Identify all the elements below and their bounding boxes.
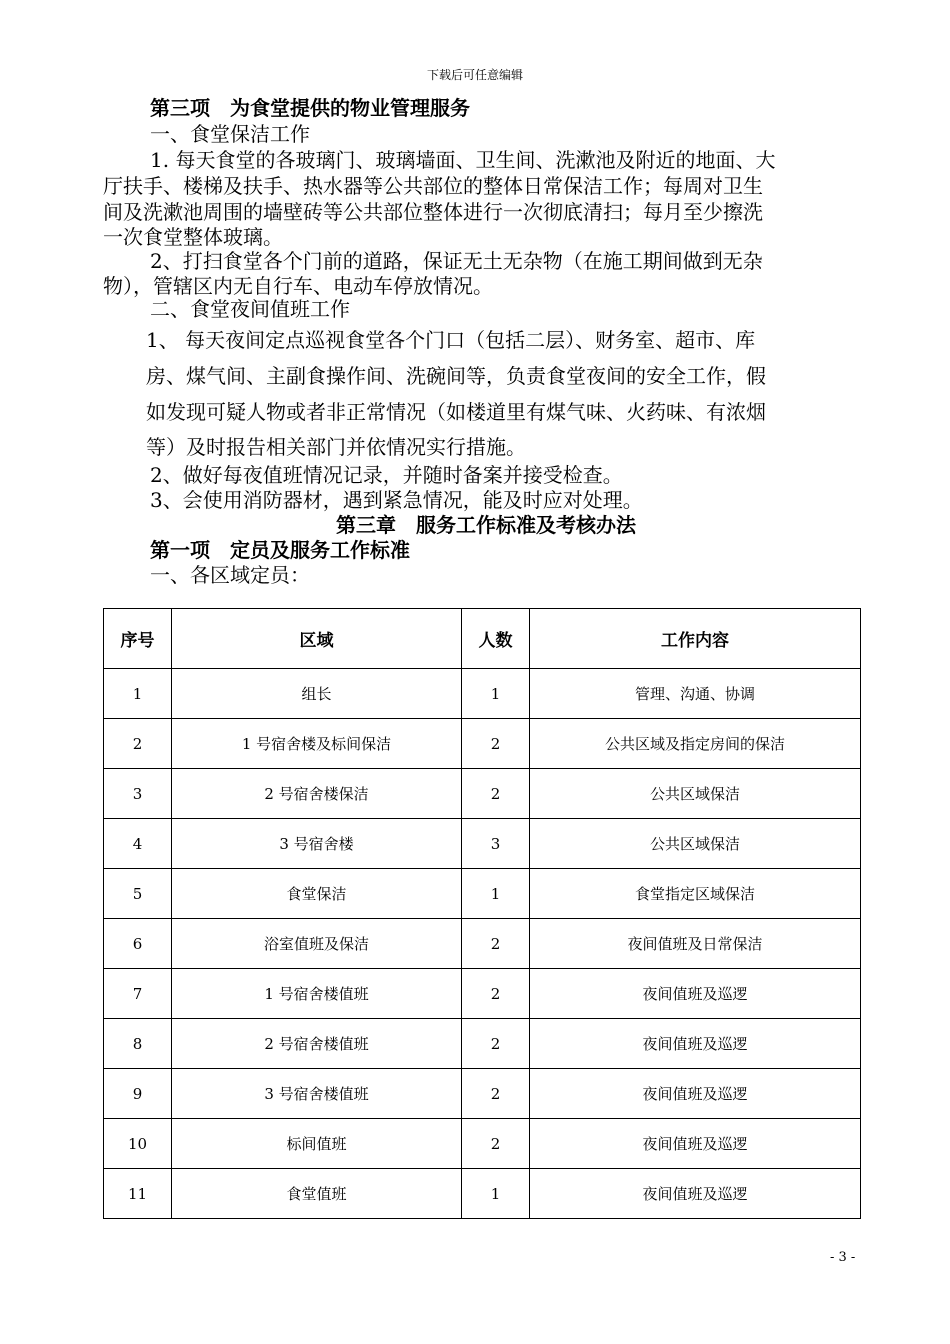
cell-index: 8 (104, 1019, 172, 1069)
header-note: 下载后可任意编辑 (426, 68, 523, 82)
paragraph-line: 等）及时报告相关部门并依情况实行措施。 (146, 435, 526, 459)
table-row (104, 969, 861, 1019)
cell-index: 5 (104, 869, 172, 919)
cell-index: 9 (104, 1069, 172, 1119)
chapter-title: 第三章 服务工作标准及考核办法 (336, 513, 636, 537)
cell-area: 2 号宿舍楼值班 (172, 1019, 462, 1069)
cell-index: 1 (104, 669, 172, 719)
cell-count: 2 (462, 769, 530, 819)
table-row (104, 769, 861, 819)
table-row (104, 1019, 861, 1069)
cell-count: 1 (462, 869, 530, 919)
cell-count: 1 (462, 1169, 530, 1219)
cell-count: 2 (462, 719, 530, 769)
cell-count: 3 (462, 819, 530, 869)
paragraph-line: 房、煤气间、主副食操作间、洗碗间等，负责食堂夜间的安全工作，假 (146, 364, 766, 388)
paragraph-line: 物），管辖区内无自行车、电动车停放情况。 (103, 274, 493, 298)
cell-duty: 夜间值班及巡逻 (530, 1069, 861, 1119)
paragraph-line: 1、 每天夜间定点巡视食堂各个门口（包括二层）、财务室、超市、库 (146, 328, 756, 352)
table-row (104, 1119, 861, 1169)
cell-index: 6 (104, 919, 172, 969)
cell-area: 3 号宿舍楼值班 (172, 1069, 462, 1119)
paragraph-line: 2、做好每夜值班情况记录，并随时备案并接受检查。 (150, 463, 623, 487)
paragraph-line: 厅扶手、楼梯及扶手、热水器等公共部位的整体日常保洁工作；每周对卫生 (103, 174, 763, 198)
cell-area: 浴室值班及保洁 (172, 919, 462, 969)
table-row (104, 1169, 861, 1219)
cell-duty: 管理、沟通、协调 (530, 669, 861, 719)
cell-duty: 夜间值班及巡逻 (530, 1019, 861, 1069)
cell-index: 10 (104, 1119, 172, 1169)
header-cell: 人数 (462, 609, 530, 669)
cell-index: 3 (104, 769, 172, 819)
table-row (104, 669, 861, 719)
cell-duty: 夜间值班及巡逻 (530, 1119, 861, 1169)
table-header-row (104, 609, 861, 669)
paragraph-line: 间及洗漱池周围的墙壁砖等公共部位整体进行一次彻底清扫；每月至少擦洗 (103, 200, 763, 224)
table-row (104, 819, 861, 869)
paragraph-line: 如发现可疑人物或者非正常情况（如楼道里有煤气味、火药味、有浓烟 (146, 400, 766, 424)
header-cell: 工作内容 (530, 609, 861, 669)
cell-duty: 食堂指定区域保洁 (530, 869, 861, 919)
paragraph-line: 1. 每天食堂的各玻璃门、玻璃墙面、卫生间、洗漱池及附近的地面、大 (150, 148, 776, 172)
page-number: - 3 - (830, 1250, 856, 1265)
paragraph-line: 2、打扫食堂各个门前的道路，保证无土无杂物（在施工期间做到无杂 (150, 249, 763, 273)
cell-index: 7 (104, 969, 172, 1019)
cell-area: 组长 (172, 669, 462, 719)
table-row (104, 719, 861, 769)
section-title: 第一项 定员及服务工作标准 (150, 538, 410, 562)
cell-duty: 公共区域保洁 (530, 769, 861, 819)
cell-duty: 公共区域及指定房间的保洁 (530, 719, 861, 769)
staffing-table (103, 608, 861, 1219)
cell-count: 2 (462, 1069, 530, 1119)
cell-duty: 夜间值班及日常保洁 (530, 919, 861, 969)
cell-area: 3 号宿舍楼 (172, 819, 462, 869)
header-cell: 区域 (172, 609, 462, 669)
subsection-title: 一、食堂保洁工作 (150, 122, 310, 146)
cell-count: 2 (462, 919, 530, 969)
table-row (104, 869, 861, 919)
cell-duty: 公共区域保洁 (530, 819, 861, 869)
cell-count: 1 (462, 669, 530, 719)
cell-index: 4 (104, 819, 172, 869)
cell-duty: 夜间值班及巡逻 (530, 1169, 861, 1219)
section-title: 第三项 为食堂提供的物业管理服务 (150, 96, 470, 120)
subsection-title: 一、各区域定员： (150, 563, 310, 587)
cell-area: 食堂值班 (172, 1169, 462, 1219)
cell-area: 1 号宿舍楼值班 (172, 969, 462, 1019)
cell-area: 食堂保洁 (172, 869, 462, 919)
cell-area: 2 号宿舍楼保洁 (172, 769, 462, 819)
subsection-title: 二、食堂夜间值班工作 (150, 297, 350, 321)
cell-count: 2 (462, 1019, 530, 1069)
paragraph-line: 一次食堂整体玻璃。 (103, 225, 283, 249)
cell-area: 1 号宿舍楼及标间保洁 (172, 719, 462, 769)
cell-index: 2 (104, 719, 172, 769)
cell-duty: 夜间值班及巡逻 (530, 969, 861, 1019)
cell-area: 标间值班 (172, 1119, 462, 1169)
cell-count: 2 (462, 1119, 530, 1169)
cell-index: 11 (104, 1169, 172, 1219)
paragraph-line: 3、会使用消防器材，遇到紧急情况，能及时应对处理。 (150, 488, 643, 512)
table-row (104, 1069, 861, 1119)
table-row (104, 919, 861, 969)
header-cell: 序号 (104, 609, 172, 669)
cell-count: 2 (462, 969, 530, 1019)
